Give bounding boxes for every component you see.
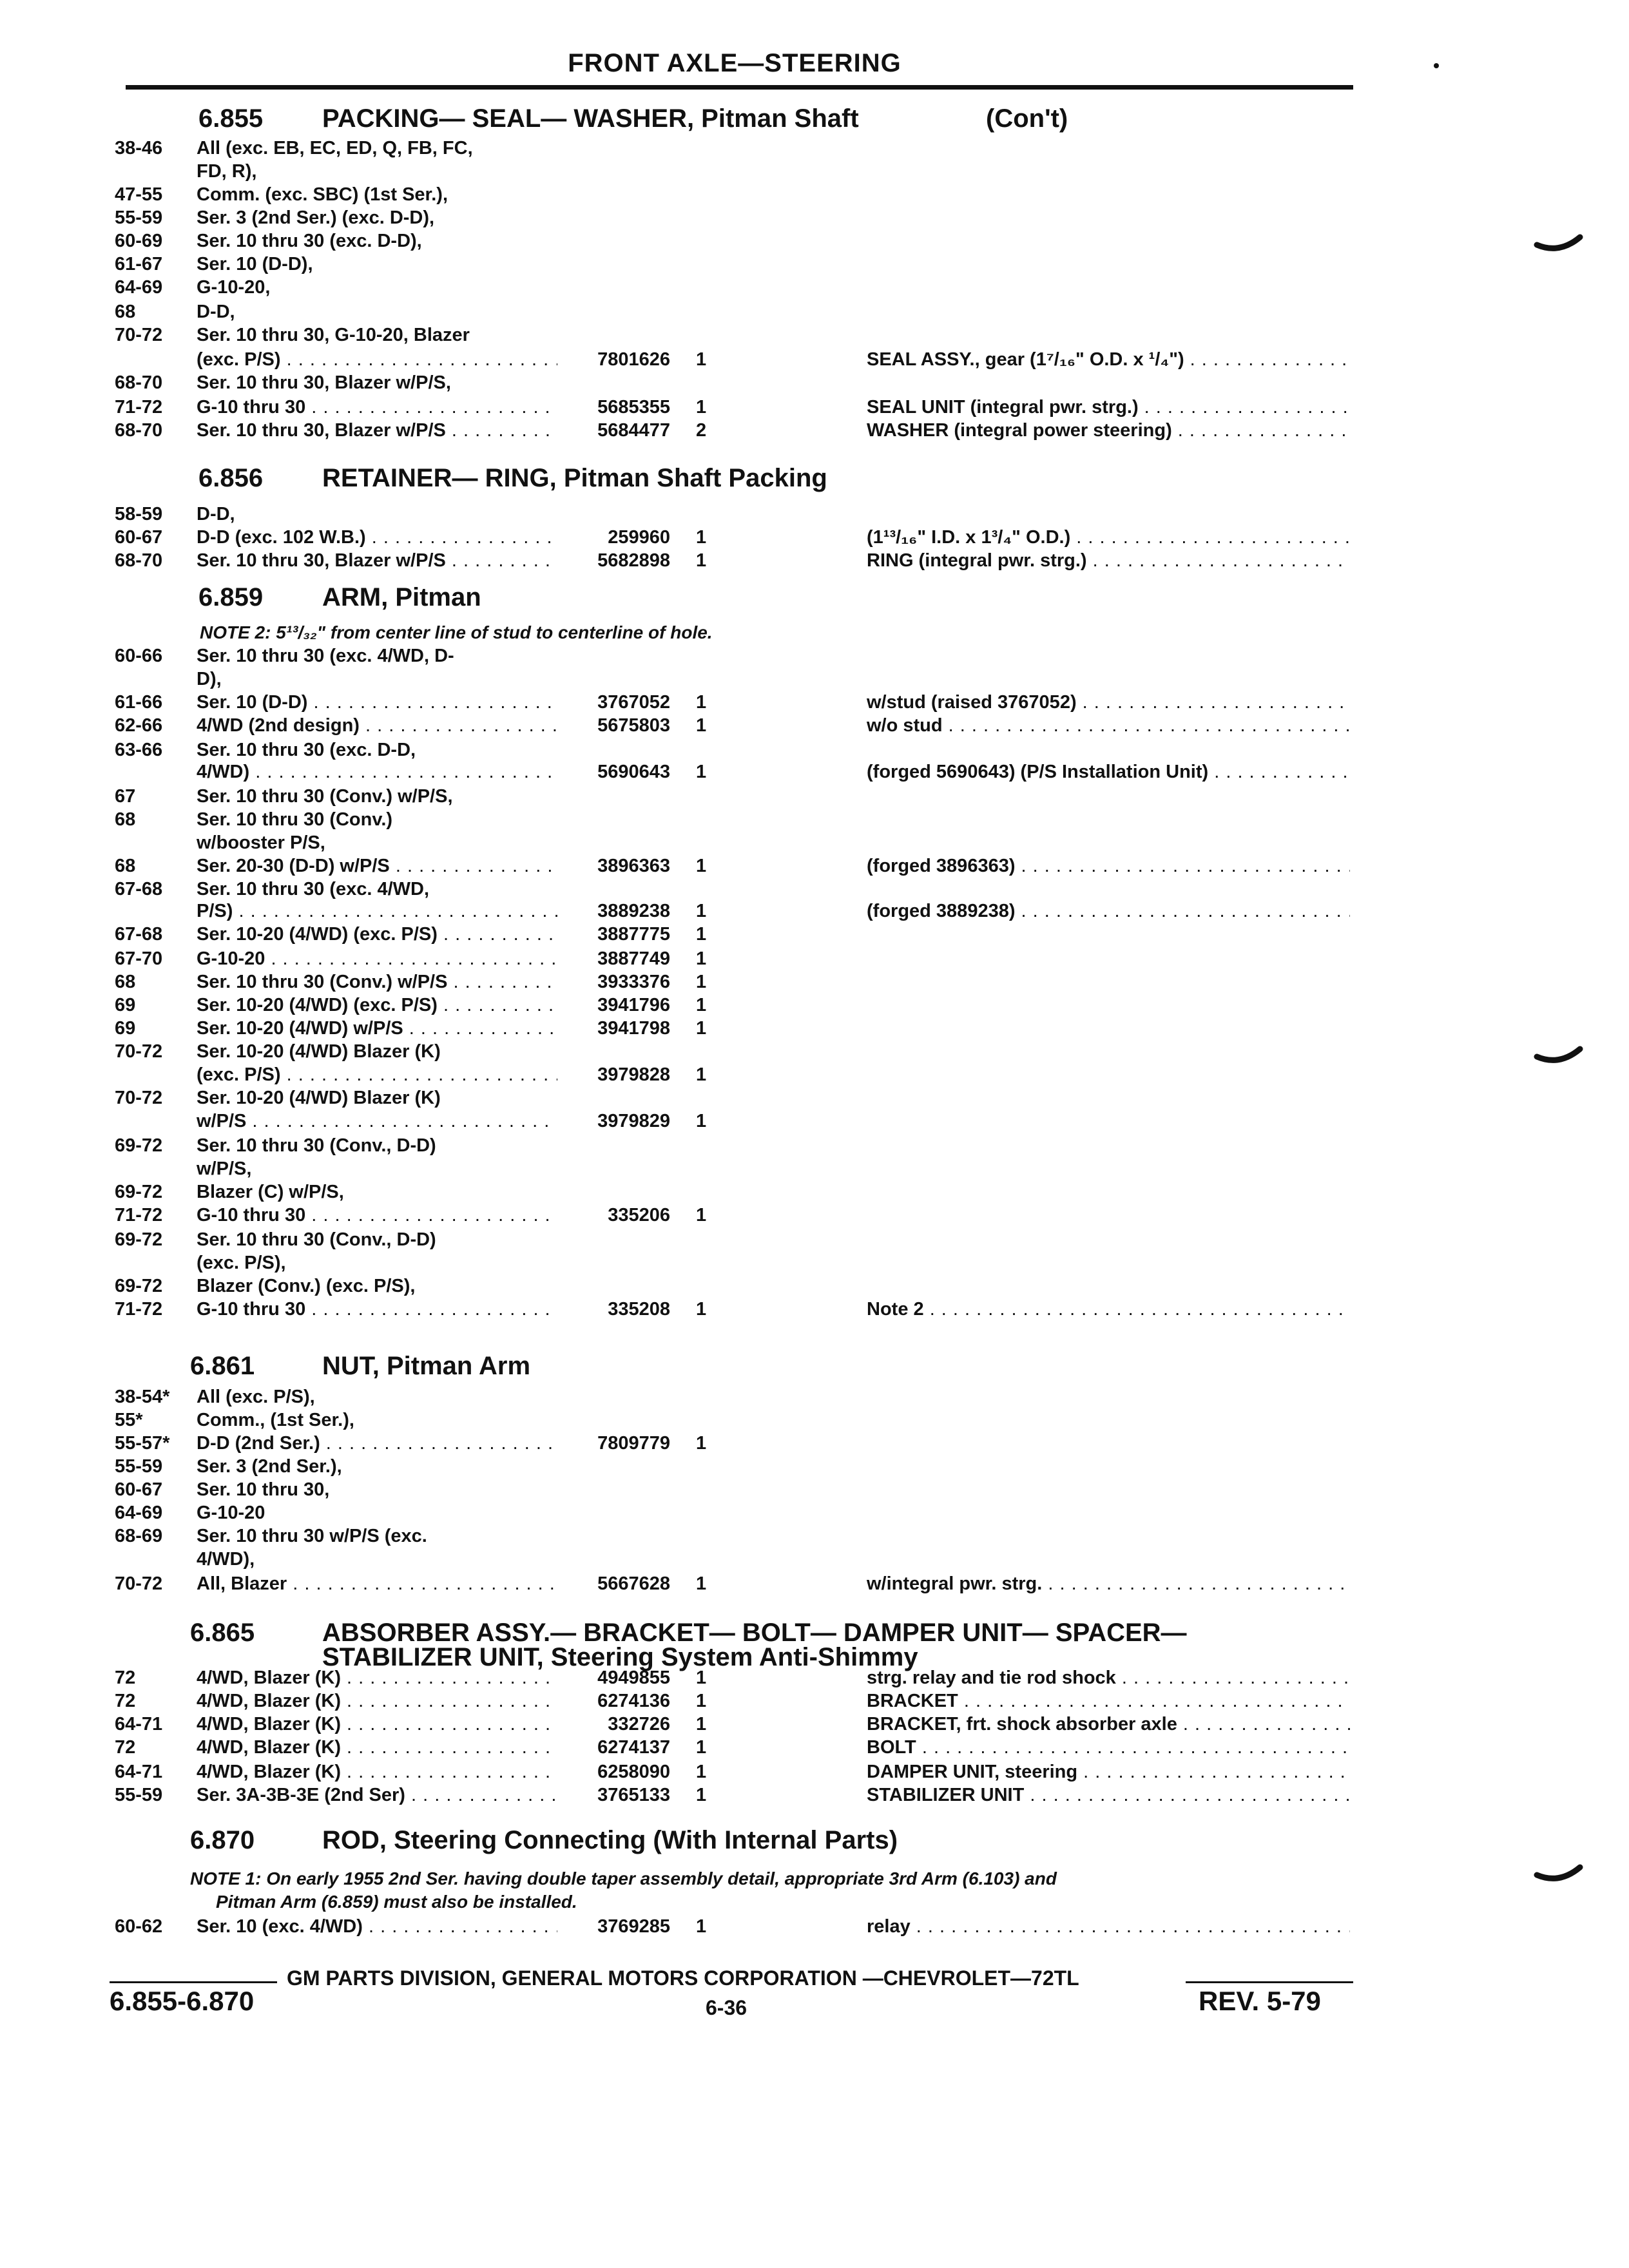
application-description: 4/WD, Blazer (K) . . . (197, 1736, 557, 1759)
year-range: 64-69 (115, 277, 163, 298)
part-remarks: BOLT . . . (867, 1736, 1350, 1759)
year-range: 69-72 (115, 1135, 163, 1156)
part-row (0, 1134, 1629, 1157)
part-remarks: w/stud (raised 3767052) . . . (867, 691, 1350, 714)
part-number: 3933376 (597, 972, 670, 992)
application-description: w/booster P/S, (197, 832, 325, 853)
year-range: 60-67 (115, 1479, 163, 1500)
footer-section-range: 6.855-6.870 (110, 1986, 255, 2016)
year-range: 55-59 (115, 1456, 163, 1477)
application-description: 4/WD), (197, 1549, 255, 1570)
section-number: 6.865 (190, 1619, 255, 1647)
part-remarks: strg. relay and tie rod shock . . . (867, 1666, 1350, 1689)
part-row (0, 831, 1629, 854)
application-description: w/P/S, (197, 1158, 252, 1179)
quantity: 1 (696, 550, 707, 571)
part-row (0, 1385, 1629, 1408)
part-number: 4949855 (597, 1667, 670, 1688)
year-range: 61-66 (115, 692, 163, 713)
section-title: RETAINER— RING, Pitman Shaft Packing (322, 464, 827, 492)
part-row (0, 644, 1629, 668)
section-title: ROD, Steering Connecting (With Internal Parts) (322, 1826, 898, 1854)
part-row (0, 549, 1629, 572)
part-remarks: w/integral pwr. strg. . . . (867, 1572, 1350, 1595)
year-range: 71-72 (115, 397, 163, 418)
header-rule (126, 85, 1353, 90)
section-title: STABILIZER UNIT, Steering System Anti-Shimmy (322, 1643, 918, 1671)
part-row (0, 1157, 1629, 1180)
part-row (0, 1915, 1629, 1938)
part-row (0, 1783, 1629, 1807)
part-number: 5682898 (597, 550, 670, 571)
year-range: 64-69 (115, 1503, 163, 1523)
application-description: Blazer (C) w/P/S, (197, 1182, 344, 1202)
part-row (0, 899, 1629, 923)
application-description: Ser. 10 thru 30 (exc. D-D), (197, 231, 422, 251)
year-range: 69 (115, 1018, 136, 1039)
application-description: G-10-20 (197, 1503, 265, 1523)
quantity: 1 (696, 1018, 707, 1039)
part-number: 6274136 (597, 1691, 670, 1711)
section-title: ARM, Pitman (322, 583, 481, 611)
binder-mark-2 (1534, 1037, 1585, 1070)
application-description: G-10-20 . . . (197, 947, 557, 970)
footer-revision: REV. 5-79 (1199, 1986, 1321, 2016)
quantity: 1 (696, 762, 707, 782)
part-row (0, 160, 1629, 183)
part-number: 259960 (608, 527, 670, 548)
year-range: 71-72 (115, 1299, 163, 1320)
part-number: 3769285 (597, 1916, 670, 1937)
application-description: Ser. 10 thru 30, G-10-20, Blazer (197, 325, 470, 345)
year-range: 70-72 (115, 1573, 163, 1594)
year-range: 55-57* (115, 1433, 170, 1454)
application-description: Comm., (1st Ser.), (197, 1410, 354, 1430)
part-number: 335206 (608, 1205, 670, 1225)
application-description: P/S) . . . (197, 899, 557, 923)
year-range: 60-67 (115, 527, 163, 548)
part-row (0, 1086, 1629, 1110)
year-range: 68 (115, 856, 136, 876)
year-range: 62-66 (115, 715, 163, 736)
year-range: 70-72 (115, 1088, 163, 1108)
part-row (0, 738, 1629, 762)
part-row (0, 1689, 1629, 1713)
part-number: 5667628 (597, 1573, 670, 1594)
part-row (0, 808, 1629, 831)
application-description: Ser. 10-20 (4/WD) Blazer (K) (197, 1088, 441, 1108)
part-row (0, 1040, 1629, 1063)
section-number: 6.861 (190, 1352, 255, 1380)
section-note: NOTE 2: 5¹³/₃₂" from center line of stud to centerline of hole. (200, 622, 713, 642)
application-description: G-10 thru 30 . . . (197, 1298, 557, 1321)
part-number: 7801626 (597, 349, 670, 370)
part-row (0, 1180, 1629, 1204)
footer-division: GM PARTS DIVISION, GENERAL MOTORS CORPORATION —CHEVROLET—72TL (287, 1966, 1079, 1990)
part-number: 3765133 (597, 1785, 670, 1805)
application-description: (exc. P/S) . . . (197, 1063, 557, 1086)
part-row (0, 137, 1629, 160)
quantity: 1 (696, 1691, 707, 1711)
part-row (0, 1251, 1629, 1274)
quantity: 1 (696, 1064, 707, 1085)
year-range: 68-70 (115, 420, 163, 441)
part-row (0, 206, 1629, 229)
application-description: All (exc. P/S), (197, 1387, 315, 1407)
part-row (0, 348, 1629, 371)
application-description: D-D (exc. 102 W.B.) . . . (197, 526, 557, 549)
quantity: 1 (696, 1916, 707, 1937)
year-range: 72 (115, 1737, 136, 1758)
application-description: 4/WD (2nd design) . . . (197, 714, 557, 737)
part-row (0, 760, 1629, 783)
application-description: 4/WD, Blazer (K) . . . (197, 1760, 557, 1783)
page-title: FRONT AXLE—STEERING (568, 49, 901, 77)
year-range: 64-71 (115, 1762, 163, 1782)
application-description: Ser. 10 thru 30, Blazer w/P/S . . . (197, 549, 557, 572)
part-remarks: SEAL ASSY., gear (1⁷/₁₆" O.D. x ¹/₄") . . . (867, 348, 1350, 371)
application-description: Ser. 10 thru 30, (197, 1479, 330, 1500)
year-range: 67-68 (115, 879, 163, 899)
part-remarks: BRACKET . . . (867, 1689, 1350, 1713)
year-range: 38-54* (115, 1387, 170, 1407)
year-range: 68 (115, 302, 136, 322)
year-range: 68-70 (115, 550, 163, 571)
part-row (0, 526, 1629, 549)
application-description: 4/WD, Blazer (K) . . . (197, 1713, 557, 1736)
application-description: All (exc. EB, EC, ED, Q, FB, FC, (197, 138, 473, 159)
part-number: 5684477 (597, 420, 670, 441)
part-row (0, 1274, 1629, 1298)
year-range: 60-66 (115, 646, 163, 666)
part-number: 335208 (608, 1299, 670, 1320)
part-remarks: WASHER (integral power steering) . . . (867, 419, 1350, 442)
part-row (0, 1666, 1629, 1689)
year-range: 55-59 (115, 1785, 163, 1805)
part-row (0, 300, 1629, 323)
application-description: Ser. 10 thru 30 (Conv.) w/P/S . . . (197, 970, 557, 994)
application-description: 4/WD) . . . (197, 760, 557, 783)
application-description: Ser. 10-20 (4/WD) (exc. P/S) . . . (197, 994, 557, 1017)
part-row (0, 371, 1629, 394)
year-range: 69-72 (115, 1276, 163, 1296)
part-row (0, 785, 1629, 808)
part-row (0, 1478, 1629, 1501)
application-description: Ser. 10-20 (4/WD) (exc. P/S) . . . (197, 923, 557, 946)
application-description: 4/WD, Blazer (K) . . . (197, 1689, 557, 1713)
part-number: 332726 (608, 1714, 670, 1735)
part-number: 3941796 (597, 995, 670, 1015)
year-range: 55-59 (115, 207, 163, 228)
part-row (0, 994, 1629, 1017)
part-row (0, 183, 1629, 206)
part-number: 6274137 (597, 1737, 670, 1758)
quantity: 1 (696, 1737, 707, 1758)
quantity: 1 (696, 692, 707, 713)
section-note: Pitman Arm (6.859) must also be installed. (216, 1892, 577, 1912)
speck-mark (1434, 63, 1439, 68)
part-row (0, 1298, 1629, 1321)
application-description: Ser. 10 thru 30 (Conv.) w/P/S, (197, 786, 453, 807)
part-number: 3979828 (597, 1064, 670, 1085)
part-row (0, 854, 1629, 878)
part-number: 3896363 (597, 856, 670, 876)
year-range: 68-69 (115, 1526, 163, 1546)
part-row (0, 691, 1629, 714)
part-number: 3887775 (597, 924, 670, 945)
part-row (0, 1204, 1629, 1227)
application-description: All, Blazer . . . (197, 1572, 557, 1595)
year-range: 47-55 (115, 184, 163, 205)
quantity: 1 (696, 397, 707, 418)
part-number: 7809779 (597, 1433, 670, 1454)
part-remarks: (forged 5690643) (P/S Installation Unit) . . . (867, 760, 1350, 783)
year-range: 68 (115, 972, 136, 992)
quantity: 1 (696, 1573, 707, 1594)
application-description: Ser. 10 thru 30 (exc. 4/WD, (197, 879, 430, 899)
application-description: 4/WD, Blazer (K) . . . (197, 1666, 557, 1689)
part-row (0, 668, 1629, 691)
year-range: 55* (115, 1410, 143, 1430)
year-range: 69 (115, 995, 136, 1015)
part-remarks: relay . . . (867, 1915, 1350, 1938)
part-number: 6258090 (597, 1762, 670, 1782)
part-number: 3889238 (597, 901, 670, 921)
quantity: 1 (696, 527, 707, 548)
part-row (0, 1713, 1629, 1736)
application-description: G-10 thru 30 . . . (197, 396, 557, 419)
part-row (0, 229, 1629, 253)
quantity: 1 (696, 1785, 707, 1805)
part-row (0, 1501, 1629, 1524)
section-continued: (Con't) (986, 104, 1068, 133)
part-number: 5690643 (597, 762, 670, 782)
binder-mark-3 (1534, 1856, 1585, 1888)
quantity: 1 (696, 924, 707, 945)
part-remarks: w/o stud . . . (867, 714, 1350, 737)
year-range: 69-72 (115, 1229, 163, 1250)
year-range: 64-71 (115, 1714, 163, 1735)
part-row (0, 1455, 1629, 1478)
section-number: 6.870 (190, 1826, 255, 1854)
quantity: 1 (696, 1299, 707, 1320)
part-row (0, 878, 1629, 901)
quantity: 2 (696, 420, 707, 441)
year-range: 63-66 (115, 740, 163, 760)
part-row (0, 419, 1629, 442)
section-title: NUT, Pitman Arm (322, 1352, 531, 1380)
section-number: 6.855 (198, 104, 264, 133)
application-description: Blazer (Conv.) (exc. P/S), (197, 1276, 416, 1296)
application-description: Ser. 10 (exc. 4/WD) . . . (197, 1915, 557, 1938)
part-remarks: DAMPER UNIT, steering . . . (867, 1760, 1350, 1783)
quantity: 1 (696, 948, 707, 969)
section-title: PACKING— SEAL— WASHER, Pitman Shaft (322, 104, 859, 133)
part-remarks: SEAL UNIT (integral pwr. strg.) . . . (867, 396, 1350, 419)
quantity: 1 (696, 1205, 707, 1225)
year-range: 68-70 (115, 372, 163, 393)
section-title: ABSORBER ASSY.— BRACKET— BOLT— DAMPER UNIT— SPACER— (322, 1619, 1187, 1647)
year-range: 38-46 (115, 138, 163, 159)
year-range: 68 (115, 809, 136, 830)
year-range: 70-72 (115, 325, 163, 345)
year-range: 67-68 (115, 924, 163, 945)
application-description: Ser. 10 thru 30, Blazer w/P/S . . . (197, 419, 557, 442)
application-description: FD, R), (197, 161, 257, 182)
part-number: 5685355 (597, 397, 670, 418)
application-description: D), (197, 669, 222, 689)
part-remarks: BRACKET, frt. shock absorber axle . . . (867, 1713, 1350, 1736)
part-row (0, 970, 1629, 994)
application-description: Comm. (exc. SBC) (1st Ser.), (197, 184, 448, 205)
part-number: 3979829 (597, 1111, 670, 1131)
application-description: Ser. 10 thru 30 (exc. D-D, (197, 740, 416, 760)
year-range: 60-69 (115, 231, 163, 251)
application-description: D-D, (197, 504, 235, 524)
quantity: 1 (696, 1714, 707, 1735)
application-description: Ser. 10 thru 30 (Conv., D-D) (197, 1135, 436, 1156)
quantity: 1 (696, 1762, 707, 1782)
year-range: 61-67 (115, 254, 163, 274)
application-description: Ser. 10-20 (4/WD) w/P/S . . . (197, 1017, 557, 1040)
application-description: Ser. 10 (D-D) . . . (197, 691, 557, 714)
footer-rule-right (1186, 1981, 1353, 1983)
part-remarks: RING (integral pwr. strg.) . . . (867, 549, 1350, 572)
part-number: 3767052 (597, 692, 670, 713)
part-row (0, 1548, 1629, 1571)
section-number: 6.859 (198, 583, 264, 611)
quantity: 1 (696, 1433, 707, 1454)
application-description: Ser. 10 thru 30, Blazer w/P/S, (197, 372, 451, 393)
part-row (0, 1572, 1629, 1595)
section-number: 6.856 (198, 464, 264, 492)
part-row (0, 1228, 1629, 1251)
quantity: 1 (696, 901, 707, 921)
quantity: 1 (696, 349, 707, 370)
year-range: 71-72 (115, 1205, 163, 1225)
quantity: 1 (696, 972, 707, 992)
part-row (0, 947, 1629, 970)
quantity: 1 (696, 715, 707, 736)
application-description: Ser. 3 (2nd Ser.) (exc. D-D), (197, 207, 435, 228)
quantity: 1 (696, 856, 707, 876)
application-description: Ser. 10 thru 30 w/P/S (exc. (197, 1526, 427, 1546)
footer-rule-left (110, 1981, 277, 1983)
part-number: 3887749 (597, 948, 670, 969)
part-row (0, 276, 1629, 299)
part-remarks: (forged 3889238) . . . (867, 899, 1350, 923)
year-range: 72 (115, 1691, 136, 1711)
part-row (0, 1408, 1629, 1432)
part-row (0, 1736, 1629, 1759)
part-remarks: (1¹³/₁₆" I.D. x 1³/₄" O.D.) . . . (867, 526, 1350, 549)
application-description: Ser. 10 (D-D), (197, 254, 313, 274)
quantity: 1 (696, 995, 707, 1015)
year-range: 67 (115, 786, 136, 807)
part-row (0, 1432, 1629, 1455)
year-range: 60-62 (115, 1916, 163, 1937)
application-description: D-D (2nd Ser.) . . . (197, 1432, 557, 1455)
part-row (0, 1063, 1629, 1086)
part-row (0, 396, 1629, 419)
application-description: Ser. 10-20 (4/WD) Blazer (K) (197, 1041, 441, 1062)
year-range: 58-59 (115, 504, 163, 524)
footer-page-number: 6-36 (706, 1996, 747, 2019)
application-description: (exc. P/S), (197, 1253, 286, 1273)
application-description: G-10-20, (197, 277, 271, 298)
year-range: 67-70 (115, 948, 163, 969)
part-row (0, 714, 1629, 737)
part-row (0, 1017, 1629, 1040)
binder-mark-1 (1534, 226, 1585, 258)
application-description: Ser. 10 thru 30 (exc. 4/WD, D- (197, 646, 454, 666)
section-note: NOTE 1: On early 1955 2nd Ser. having double taper assembly detail, appropriate 3rd Arm (6.103) and (190, 1869, 1057, 1888)
year-range: 69-72 (115, 1182, 163, 1202)
application-description: G-10 thru 30 . . . (197, 1204, 557, 1227)
application-description: Ser. 10 thru 30 (Conv.) (197, 809, 393, 830)
part-row (0, 923, 1629, 946)
application-description: Ser. 20-30 (D-D) w/P/S . . . (197, 854, 557, 878)
application-description: w/P/S . . . (197, 1110, 557, 1133)
application-description: (exc. P/S) . . . (197, 348, 557, 371)
part-number: 5675803 (597, 715, 670, 736)
application-description: Ser. 10 thru 30 (Conv., D-D) (197, 1229, 436, 1250)
year-range: 72 (115, 1667, 136, 1688)
part-row (0, 323, 1629, 347)
part-row (0, 503, 1629, 526)
part-row (0, 1524, 1629, 1548)
part-row (0, 1760, 1629, 1783)
part-row (0, 1110, 1629, 1133)
application-description: Ser. 3 (2nd Ser.), (197, 1456, 342, 1477)
part-number: 3941798 (597, 1018, 670, 1039)
quantity: 1 (696, 1111, 707, 1131)
year-range: 70-72 (115, 1041, 163, 1062)
application-description: D-D, (197, 302, 235, 322)
part-remarks: (forged 3896363) . . . (867, 854, 1350, 878)
quantity: 1 (696, 1667, 707, 1688)
part-remarks: STABILIZER UNIT . . . (867, 1783, 1350, 1807)
part-row (0, 253, 1629, 276)
part-remarks: Note 2 . . . (867, 1298, 1350, 1321)
application-description: Ser. 3A-3B-3E (2nd Ser) . . . (197, 1783, 557, 1807)
